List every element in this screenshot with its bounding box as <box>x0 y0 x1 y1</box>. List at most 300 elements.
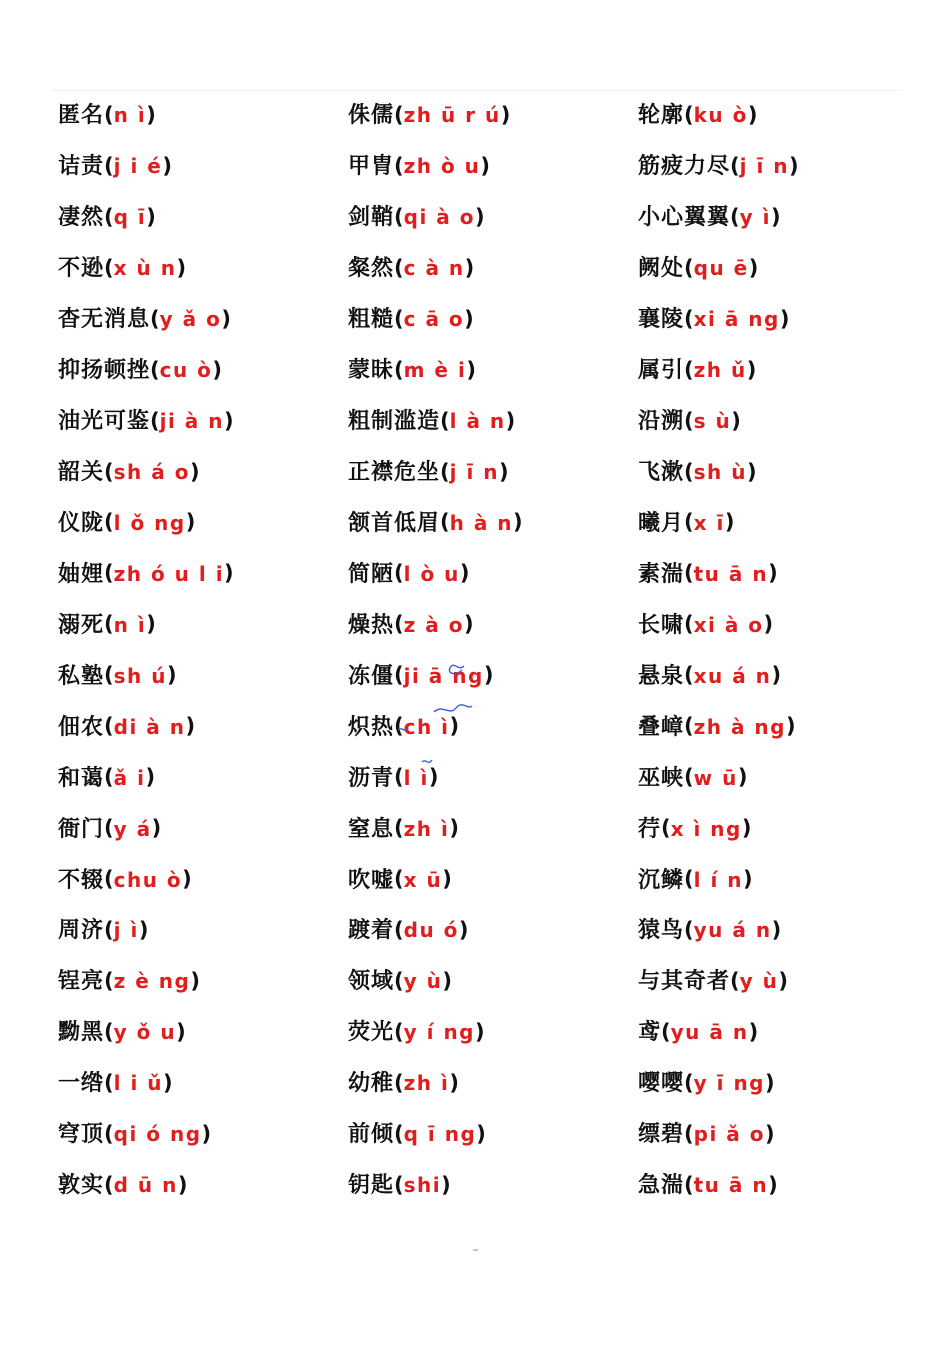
vocab-entry <box>638 803 918 854</box>
vocab-entry <box>58 192 348 243</box>
close-paren: ) <box>428 765 439 790</box>
close-paren: ) <box>441 1172 451 1197</box>
vocab-entry <box>638 701 918 752</box>
vocab-entry <box>638 294 918 345</box>
vocab-pinyin: x ù n <box>113 256 177 281</box>
open-paren: ( <box>684 714 694 739</box>
vocab-entry <box>348 548 638 599</box>
vocab-word: 剑鞘 <box>348 204 395 231</box>
close-paren: ) <box>480 153 491 178</box>
vocab-word: 素湍 <box>638 560 685 587</box>
vocab-pinyin: l ǒ ng <box>113 510 186 535</box>
close-paren: ) <box>768 1172 778 1197</box>
vocab-word: 凄然 <box>58 204 105 231</box>
open-paren: ( <box>394 357 404 382</box>
vocab-word: 不逊 <box>58 255 105 282</box>
close-paren: ) <box>770 204 781 229</box>
open-paren: ( <box>104 765 114 790</box>
vocab-entry <box>58 447 348 498</box>
vocab-word: 周济 <box>58 917 105 944</box>
vocab-word: 曦月 <box>638 509 685 536</box>
vocab-entry <box>58 141 348 192</box>
open-paren: ( <box>104 510 114 535</box>
vocab-entry <box>348 243 638 294</box>
vocab-entry <box>348 498 638 549</box>
open-paren: ( <box>394 561 404 586</box>
open-paren: ( <box>394 663 404 688</box>
vocab-word: 前倾 <box>348 1121 395 1148</box>
close-paren: ) <box>449 714 460 739</box>
vocab-word: 小心翼翼 <box>638 204 731 231</box>
close-paren: ) <box>162 153 172 178</box>
vocab-pinyin: j i é <box>113 154 163 179</box>
vocab-word: 钥匙 <box>348 1172 395 1199</box>
open-paren: ( <box>394 1019 404 1044</box>
vocab-entry <box>348 854 638 905</box>
vocab-entry <box>58 396 348 447</box>
close-paren: ) <box>499 459 509 484</box>
close-paren: ) <box>748 255 759 280</box>
vocab-word: 正襟危坐 <box>348 459 441 486</box>
open-paren: ( <box>684 765 694 790</box>
vocab-entry <box>638 192 918 243</box>
close-paren: ) <box>185 510 196 535</box>
vocab-pinyin: zh ǔ <box>693 358 747 383</box>
vocab-word: 沉鳞 <box>638 866 685 893</box>
open-paren: ( <box>104 255 114 280</box>
open-paren: ( <box>684 1172 694 1197</box>
vocab-entry <box>58 650 348 701</box>
close-paren: ) <box>224 561 234 586</box>
open-paren: ( <box>104 459 114 484</box>
open-paren: ( <box>394 1121 404 1146</box>
vocab-pinyin: zh ì <box>403 1071 450 1096</box>
close-paren: ) <box>182 867 192 892</box>
close-paren: ) <box>176 1019 186 1044</box>
vocab-word: 颔首低眉 <box>348 509 441 536</box>
close-paren: ) <box>442 968 452 993</box>
open-paren: ( <box>684 1121 694 1146</box>
vocab-pinyin: tu ā n <box>693 561 769 586</box>
close-paren: ) <box>449 1070 459 1095</box>
vocab-word: 冻僵 <box>348 662 395 689</box>
close-paren: ) <box>221 306 231 331</box>
vocab-word: 襄陵 <box>638 306 685 333</box>
vocab-entry <box>58 548 348 599</box>
close-paren: ) <box>513 510 523 535</box>
vocab-word: 妯娌 <box>58 560 105 587</box>
vocab-word: 吹嘘 <box>348 866 395 893</box>
vocab-entry <box>348 1160 638 1211</box>
vocab-pinyin: d ū n <box>113 1173 178 1198</box>
vocab-word: 幼稚 <box>348 1070 395 1097</box>
open-paren: ( <box>104 1070 114 1095</box>
vocab-entry <box>348 141 638 192</box>
close-paren: ) <box>176 255 187 280</box>
vocab-word: 长啸 <box>638 611 685 638</box>
vocab-word: 粗制滥造 <box>348 408 441 435</box>
vocab-word: 沿溯 <box>638 408 685 435</box>
vocab-word: 窒息 <box>348 815 395 842</box>
vocab-word: 领域 <box>348 968 395 995</box>
vocab-entry <box>348 294 638 345</box>
vocab-word: 抑扬顿挫 <box>58 357 151 384</box>
vocab-entry <box>348 803 638 854</box>
open-paren: ( <box>730 153 740 178</box>
close-paren: ) <box>768 561 778 586</box>
open-paren: ( <box>684 255 694 280</box>
vocab-entry <box>58 345 348 396</box>
vocab-word: 溺死 <box>58 611 105 638</box>
vocab-pinyin: y ù <box>403 969 443 994</box>
open-paren: ( <box>104 867 114 892</box>
vocab-word: 阙处 <box>638 255 685 282</box>
vocab-pinyin: j ī n <box>449 460 499 485</box>
vocab-pinyin: c ā o <box>403 307 465 332</box>
vocab-entry <box>638 141 918 192</box>
vocab-entry <box>58 956 348 1007</box>
vocab-pinyin: chu ò <box>113 867 183 892</box>
vocab-pinyin: y ù <box>739 969 779 994</box>
vocab-entry <box>638 1007 918 1058</box>
vocab-entry <box>638 854 918 905</box>
close-paren: ) <box>212 357 223 382</box>
open-paren: ( <box>150 306 160 331</box>
open-paren: ( <box>440 510 450 535</box>
close-paren: ) <box>458 917 469 942</box>
vocab-entry <box>58 498 348 549</box>
vocab-pinyin: m è i <box>403 358 467 383</box>
vocab-entry <box>638 345 918 396</box>
vocab-entry <box>58 599 348 650</box>
vocab-word: 急湍 <box>638 1172 685 1199</box>
close-paren: ) <box>748 1019 759 1044</box>
open-paren: ( <box>150 357 160 382</box>
open-paren: ( <box>394 714 404 739</box>
vocab-pinyin: y í ng <box>403 1020 475 1045</box>
vocab-word: 叠嶂 <box>638 713 685 740</box>
vocab-entry <box>58 752 348 803</box>
close-paren: ) <box>138 917 149 942</box>
close-paren: ) <box>475 1019 485 1044</box>
vocab-word: 杳无消息 <box>58 306 151 333</box>
vocab-word: 穹顶 <box>58 1121 105 1148</box>
open-paren: ( <box>684 102 694 127</box>
close-paren: ) <box>145 765 156 790</box>
vocab-pinyin: zh ū r ú <box>403 103 501 128</box>
close-paren: ) <box>449 816 459 841</box>
open-paren: ( <box>440 459 450 484</box>
vocab-entry <box>348 1007 638 1058</box>
open-paren: ( <box>394 153 404 178</box>
vocab-pinyin: xu á n <box>693 663 772 688</box>
open-paren: ( <box>684 306 694 331</box>
vocab-pinyin: x ū <box>403 867 443 892</box>
vocab-pinyin: y á <box>113 816 152 841</box>
open-paren: ( <box>684 561 694 586</box>
vocab-pinyin: z à o <box>403 612 464 637</box>
vocab-entry <box>638 498 918 549</box>
close-paren: ) <box>466 357 476 382</box>
vocab-entry <box>348 956 638 1007</box>
vocab-word: 私塾 <box>58 662 105 689</box>
open-paren: ( <box>394 306 404 331</box>
vocab-word: 猿鸟 <box>638 917 685 944</box>
open-paren: ( <box>730 204 740 229</box>
close-paren: ) <box>771 663 782 688</box>
vocab-entry <box>348 1058 638 1109</box>
open-paren: ( <box>104 204 114 229</box>
open-paren: ( <box>730 968 740 993</box>
vocab-pinyin: cu ò <box>159 358 213 383</box>
vocab-entry <box>348 345 638 396</box>
vocab-entry <box>58 803 348 854</box>
close-paren: ) <box>764 1121 775 1146</box>
vocab-pinyin: x ī <box>693 510 725 535</box>
vocab-entry <box>58 90 348 141</box>
vocab-entry <box>638 752 918 803</box>
open-paren: ( <box>394 968 404 993</box>
vocab-word: 衙门 <box>58 815 105 842</box>
vocab-word: 沥青 <box>348 764 395 791</box>
vocab-pinyin: x ì ng <box>670 816 742 841</box>
vocab-word: 粗糙 <box>348 306 395 333</box>
vocab-pinyin: pi ǎ o <box>693 1122 765 1147</box>
close-paren: ) <box>483 663 494 688</box>
vocab-entry <box>638 90 918 141</box>
close-paren: ) <box>746 357 757 382</box>
vocab-pinyin: y ǎ o <box>159 307 222 332</box>
vocab-pinyin: ǎ i <box>113 765 146 790</box>
vocab-pinyin: s ù <box>693 409 732 434</box>
vocab-pinyin: ch ì <box>403 714 450 739</box>
close-paren: ) <box>146 102 156 127</box>
vocab-pinyin: zh ò u <box>403 154 481 179</box>
vocab-entry <box>348 599 638 650</box>
close-paren: ) <box>146 612 156 637</box>
open-paren: ( <box>684 612 694 637</box>
close-paren: ) <box>747 102 758 127</box>
open-paren: ( <box>684 459 694 484</box>
close-paren: ) <box>763 612 774 637</box>
close-paren: ) <box>731 408 741 433</box>
vocab-pinyin: z è ng <box>113 969 191 994</box>
vocab-word: 仪陇 <box>58 509 105 536</box>
vocab-entry <box>638 396 918 447</box>
close-paren: ) <box>166 663 177 688</box>
vocab-word: 黝黑 <box>58 1019 105 1046</box>
vocab-pinyin: yu ā n <box>670 1020 749 1045</box>
close-paren: ) <box>189 459 200 484</box>
vocab-word: 侏儒 <box>348 102 395 129</box>
vocab-pinyin: j ī n <box>739 154 789 179</box>
vocab-word: 飞漱 <box>638 459 685 486</box>
vocabulary-grid <box>58 90 918 1211</box>
close-paren: ) <box>464 255 475 280</box>
vocab-entry <box>638 650 918 701</box>
vocab-pinyin: ku ò <box>693 103 748 128</box>
vocab-entry <box>638 905 918 956</box>
vocab-pinyin: l ò u <box>403 561 460 586</box>
open-paren: ( <box>394 917 404 942</box>
vocab-pinyin: sh á o <box>113 460 190 485</box>
open-paren: ( <box>661 816 671 841</box>
close-paren: ) <box>476 1121 486 1146</box>
vocab-pinyin: j ì <box>113 918 139 943</box>
vocab-word: 锃亮 <box>58 968 105 995</box>
open-paren: ( <box>684 663 694 688</box>
close-paren: ) <box>779 306 790 331</box>
open-paren: ( <box>104 1172 114 1197</box>
open-paren: ( <box>684 357 694 382</box>
close-paren: ) <box>737 765 748 790</box>
vocab-word: 荇 <box>638 815 662 842</box>
open-paren: ( <box>104 663 114 688</box>
open-paren: ( <box>150 408 160 433</box>
vocab-word: 炽热 <box>348 713 395 740</box>
vocab-pinyin: y ī ng <box>693 1071 765 1096</box>
vocab-pinyin: ji à n <box>159 409 224 434</box>
vocab-word: 诘责 <box>58 153 105 180</box>
vocab-pinyin: xi ā ng <box>693 307 780 332</box>
open-paren: ( <box>684 1070 694 1095</box>
vocab-entry <box>638 447 918 498</box>
vocab-word: 匿名 <box>58 102 105 129</box>
close-paren: ) <box>785 714 796 739</box>
vocab-word: 属引 <box>638 357 685 384</box>
vocab-word: 敦实 <box>58 1172 105 1199</box>
close-paren: ) <box>746 459 757 484</box>
vocab-pinyin: zh à ng <box>693 714 786 739</box>
vocab-word: 佃农 <box>58 713 105 740</box>
open-paren: ( <box>394 612 404 637</box>
vocab-pinyin: c à n <box>403 256 465 281</box>
vocab-pinyin: n ì <box>113 103 147 128</box>
vocab-word: 缥碧 <box>638 1121 685 1148</box>
vocab-pinyin: sh ù <box>693 460 747 485</box>
vocab-pinyin: l í n <box>693 867 743 892</box>
close-paren: ) <box>778 968 788 993</box>
close-paren: ) <box>224 408 234 433</box>
close-paren: ) <box>442 867 452 892</box>
vocab-entry <box>58 905 348 956</box>
close-paren: ) <box>771 917 782 942</box>
vocab-entry <box>638 956 918 1007</box>
stray-mark <box>473 1249 478 1251</box>
vocab-entry <box>348 1109 638 1160</box>
close-paren: ) <box>765 1070 775 1095</box>
vocab-pinyin: n ì <box>113 612 147 637</box>
vocab-word: 简陋 <box>348 560 395 587</box>
vocab-pinyin: yu á n <box>693 918 772 943</box>
vocab-entry <box>638 548 918 599</box>
vocab-pinyin: q ī ng <box>403 1122 477 1147</box>
vocab-pinyin: zh ì <box>403 816 450 841</box>
vocab-pinyin: l ì <box>403 765 429 790</box>
vocab-entry <box>638 1058 918 1109</box>
vocab-word: 一绺 <box>58 1070 105 1097</box>
vocab-word: 粲然 <box>348 255 395 282</box>
close-paren: ) <box>201 1121 212 1146</box>
open-paren: ( <box>394 765 404 790</box>
close-paren: ) <box>789 153 799 178</box>
vocab-word: 和蔼 <box>58 764 105 791</box>
vocab-pinyin: l à n <box>449 409 506 434</box>
vocab-pinyin: qi à o <box>403 205 475 230</box>
open-paren: ( <box>684 510 694 535</box>
open-paren: ( <box>104 153 114 178</box>
open-paren: ( <box>394 1172 404 1197</box>
vocab-entry <box>58 1109 348 1160</box>
vocab-word: 燥热 <box>348 611 395 638</box>
open-paren: ( <box>104 102 114 127</box>
vocab-entry <box>348 192 638 243</box>
vocab-word: 嘤嘤 <box>638 1070 685 1097</box>
open-paren: ( <box>104 968 114 993</box>
close-paren: ) <box>163 1070 173 1095</box>
vocab-pinyin: tu ā n <box>693 1173 769 1198</box>
vocab-entry <box>638 243 918 294</box>
vocab-pinyin: zh ó u l i <box>113 561 225 586</box>
open-paren: ( <box>394 204 404 229</box>
vocab-pinyin: ji ā ng <box>403 663 484 688</box>
open-paren: ( <box>440 408 450 433</box>
close-paren: ) <box>463 612 474 637</box>
vocab-entry <box>58 701 348 752</box>
vocab-entry <box>638 1109 918 1160</box>
vocab-word: 巫峡 <box>638 764 685 791</box>
open-paren: ( <box>104 561 114 586</box>
vocab-entry <box>348 90 638 141</box>
vocab-pinyin: q ī <box>113 205 147 230</box>
vocab-word: 不辍 <box>58 866 105 893</box>
vocab-entry <box>58 294 348 345</box>
close-paren: ) <box>724 510 735 535</box>
vocab-entry <box>348 905 638 956</box>
vocab-pinyin: sh ú <box>113 663 167 688</box>
open-paren: ( <box>104 612 114 637</box>
vocab-entry <box>58 1007 348 1058</box>
close-paren: ) <box>743 867 753 892</box>
open-paren: ( <box>104 917 114 942</box>
vocab-pinyin: y ǒ u <box>113 1020 177 1045</box>
close-paren: ) <box>500 102 511 127</box>
vocab-entry <box>638 599 918 650</box>
vocab-word: 韶关 <box>58 459 105 486</box>
vocab-pinyin: du ó <box>403 918 459 943</box>
vocab-word: 荧光 <box>348 1019 395 1046</box>
vocab-entry <box>348 396 638 447</box>
open-paren: ( <box>104 816 114 841</box>
close-paren: ) <box>505 408 516 433</box>
close-paren: ) <box>464 306 474 331</box>
open-paren: ( <box>394 255 404 280</box>
vocab-pinyin: qu ē <box>693 256 749 281</box>
vocab-word: 悬泉 <box>638 662 685 689</box>
close-paren: ) <box>177 1172 188 1197</box>
open-paren: ( <box>684 867 694 892</box>
vocab-entry <box>348 447 638 498</box>
close-paren: ) <box>741 816 752 841</box>
vocab-pinyin: xi à o <box>693 612 764 637</box>
vocab-word: 油光可鉴 <box>58 408 151 435</box>
open-paren: ( <box>104 714 114 739</box>
open-paren: ( <box>684 917 694 942</box>
close-paren: ) <box>146 204 156 229</box>
pen-annotation-scribble <box>392 652 502 780</box>
vocab-word: 踱着 <box>348 917 395 944</box>
vocab-entry <box>58 1160 348 1211</box>
